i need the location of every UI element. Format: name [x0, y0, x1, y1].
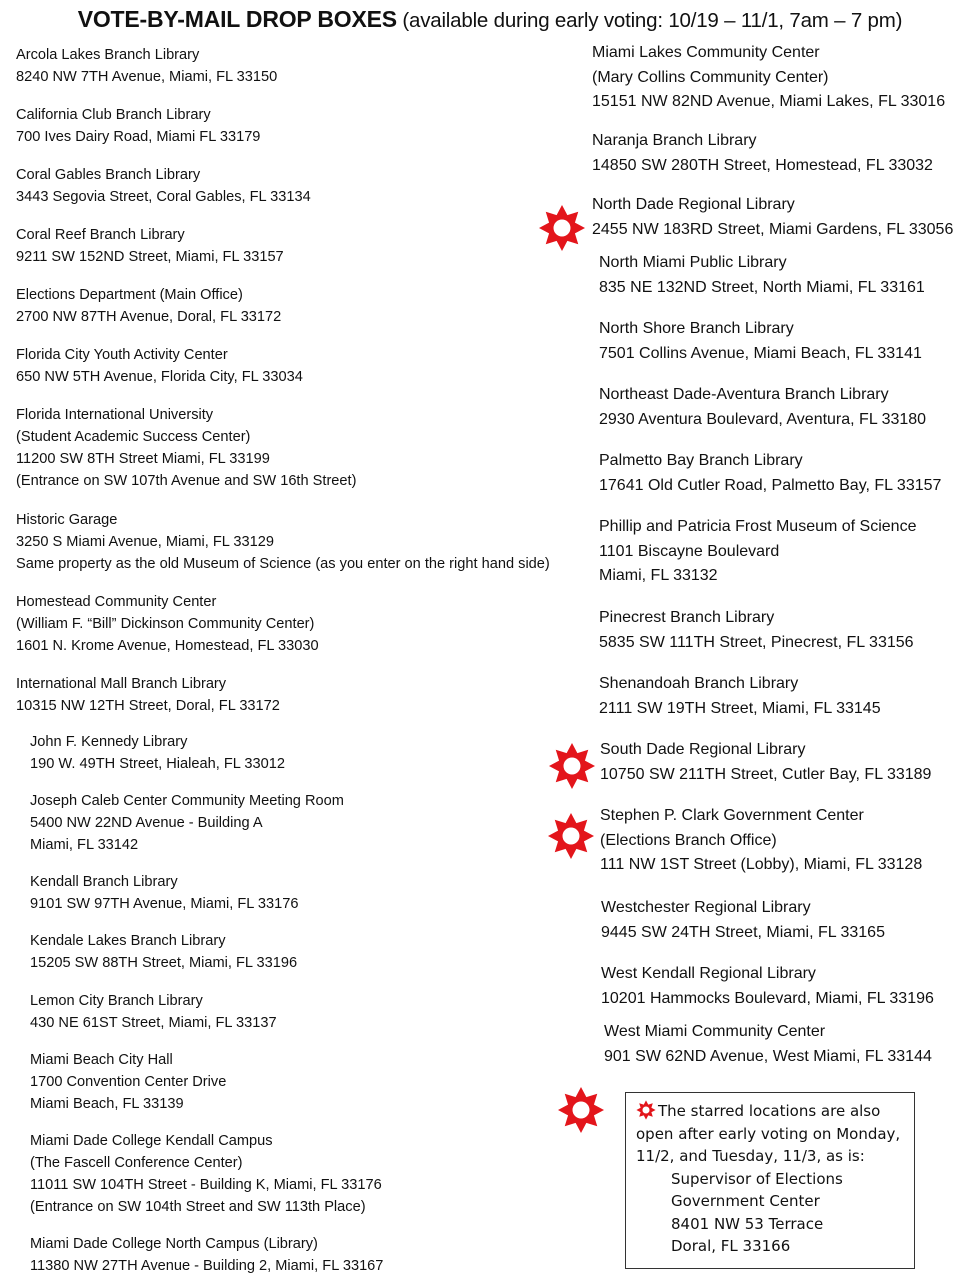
starred-locations-note [625, 1092, 915, 1269]
left-location-entry [16, 224, 284, 268]
location-address-line: (Student Academic Success Center) [16, 429, 251, 445]
location-address-line: 650 NW 5TH Avenue, Florida City, FL 33034 [16, 369, 303, 385]
right-location-entry [599, 449, 941, 498]
right-location-entry [599, 383, 926, 432]
location-name: Kendall Branch Library [30, 874, 178, 890]
location-address-line: Miami, FL 33142 [30, 837, 139, 853]
location-address-line: 2700 NW 87TH Avenue, Doral, FL 33172 [16, 309, 282, 325]
note-address-line: Supervisor of Elections [671, 1169, 843, 1188]
title-subtitle: (available during early voting: 10/19 – 11/1, 7am – 7 pm) [402, 9, 903, 32]
note-address-line: 8401 NW 53 Terrace [671, 1214, 824, 1233]
location-address-line: 5835 SW 111TH Street, Pinecrest, FL 33156 [599, 633, 914, 651]
red-star-icon [636, 1100, 656, 1120]
location-name: Homestead Community Center [16, 594, 217, 610]
location-name: North Miami Public Library [599, 254, 787, 271]
right-location-entry [599, 317, 922, 366]
right-location-entry [592, 193, 953, 242]
left-location-entry [30, 1233, 383, 1277]
location-address-line: 9101 SW 97TH Avenue, Miami, FL 33176 [30, 896, 299, 912]
location-address-line: (The Fascell Conference Center) [30, 1155, 243, 1171]
location-address-line: 10750 SW 211TH Street, Cutler Bay, FL 33189 [600, 765, 932, 783]
red-star-icon [557, 1086, 605, 1134]
location-address-line: 10201 Hammocks Boulevard, Miami, FL 33196 [601, 989, 934, 1007]
location-address-line: 9211 SW 152ND Street, Miami, FL 33157 [16, 249, 284, 265]
location-address-line: 11011 SW 104TH Street - Building K, Miami, FL 33176 [30, 1177, 382, 1193]
red-star-icon [538, 204, 586, 252]
location-address-line: 2455 NW 183RD Street, Miami Gardens, FL 33056 [592, 220, 954, 238]
location-name: Westchester Regional Library [601, 899, 811, 916]
location-address-line: 901 SW 62ND Avenue, West Miami, FL 33144 [604, 1047, 932, 1065]
left-location-entry [30, 871, 299, 915]
location-address-line: Miami, FL 33132 [599, 567, 718, 584]
location-address-line: 14850 SW 280TH Street, Homestead, FL 33032 [592, 156, 933, 174]
note-address-line: Government Center [671, 1192, 820, 1210]
location-address-line: 111 NW 1ST Street (Lobby), Miami, FL 33128 [600, 856, 923, 873]
left-location-entry [16, 44, 277, 88]
location-address-line: 17641 Old Cutler Road, Palmetto Bay, FL 33157 [599, 476, 942, 494]
location-address-line: 700 Ives Dairy Road, Miami FL 33179 [16, 129, 261, 145]
location-name: John F. Kennedy Library [30, 734, 188, 750]
right-location-entry [599, 672, 881, 721]
location-address-line: 9445 SW 24TH Street, Miami, FL 33165 [601, 923, 885, 941]
location-name: South Dade Regional Library [600, 741, 806, 758]
location-address-line: 11380 NW 27TH Avenue - Building 2, Miami, FL 33167 [30, 1258, 384, 1274]
location-address-line: (Entrance on SW 107th Avenue and SW 16th Street) [16, 473, 357, 489]
location-name: Miami Dade College North Campus (Library) [30, 1236, 318, 1252]
location-address-line: 430 NE 61ST Street, Miami, FL 33137 [30, 1015, 277, 1031]
location-name: Miami Beach City Hall [30, 1052, 173, 1068]
right-location-entry [601, 962, 934, 1011]
red-star-icon [547, 812, 595, 860]
note-line: 11/2, and Tuesday, 11/3, as is: [636, 1147, 865, 1165]
location-name: Joseph Caleb Center Community Meeting Room [30, 793, 344, 809]
page-title [0, 6, 980, 33]
right-location-entry [599, 515, 916, 589]
location-address-line: 10315 NW 12TH Street, Doral, FL 33172 [16, 698, 280, 714]
location-address-line: Miami Beach, FL 33139 [30, 1096, 184, 1112]
left-location-entry [16, 104, 260, 148]
location-name: Elections Department (Main Office) [16, 287, 243, 303]
location-name: Florida City Youth Activity Center [16, 347, 228, 363]
location-address-line: 1601 N. Krome Avenue, Homestead, FL 33030 [16, 638, 319, 654]
left-location-entry [30, 990, 277, 1034]
right-location-entry [601, 896, 885, 945]
location-address-line: 190 W. 49TH Street, Hialeah, FL 33012 [30, 756, 285, 772]
left-location-entry [16, 404, 356, 492]
location-name: North Dade Regional Library [592, 196, 795, 213]
location-name: West Kendall Regional Library [601, 965, 816, 982]
location-name: Coral Gables Branch Library [16, 167, 201, 183]
location-address-line: (Mary Collins Community Center) [592, 68, 829, 86]
location-name: North Shore Branch Library [599, 320, 794, 337]
location-name: Shenandoah Branch Library [599, 675, 799, 692]
location-name: Historic Garage [16, 512, 118, 528]
left-location-entry [30, 790, 344, 856]
left-location-entry [16, 591, 319, 657]
location-address-line: 1101 Biscayne Boulevard [599, 542, 780, 560]
location-address-line: 5400 NW 22ND Avenue - Building A [30, 815, 263, 831]
left-location-entry [16, 509, 550, 575]
location-address-line: (William F. “Bill” Dickinson Community Center) [16, 616, 315, 632]
location-name: Coral Reef Branch Library [16, 227, 185, 243]
location-name: Stephen P. Clark Government Center [600, 807, 864, 824]
location-address-line: 2930 Aventura Boulevard, Aventura, FL 33180 [599, 410, 927, 428]
location-address-line: 15205 SW 88TH Street, Miami, FL 33196 [30, 955, 298, 971]
location-address-line: 2111 SW 19TH Street, Miami, FL 33145 [599, 699, 881, 717]
location-address-line: 11200 SW 8TH Street Miami, FL 33199 [16, 451, 270, 467]
red-star-icon [548, 742, 596, 790]
location-name: Lemon City Branch Library [30, 993, 203, 1009]
left-location-entry [16, 673, 280, 717]
location-address-line: 835 NE 132ND Street, North Miami, FL 33161 [599, 278, 925, 296]
location-address-line: 3250 S Miami Avenue, Miami, FL 33129 [16, 534, 274, 550]
left-location-entry [16, 344, 303, 388]
right-location-entry [599, 606, 914, 655]
location-name: Kendale Lakes Branch Library [30, 933, 226, 949]
location-address-line: Same property as the old Museum of Science (as you enter on the right hand side) [16, 556, 550, 572]
left-location-entry [16, 164, 311, 208]
right-location-entry [592, 41, 945, 115]
location-address-line: 8240 NW 7TH Avenue, Miami, FL 33150 [16, 69, 278, 85]
location-name: Miami Dade College Kendall Campus [30, 1133, 273, 1149]
location-name: Arcola Lakes Branch Library [16, 47, 200, 63]
location-name: International Mall Branch Library [16, 676, 227, 692]
location-address-line: (Elections Branch Office) [600, 831, 777, 849]
note-address-line: Doral, FL 33166 [671, 1237, 791, 1255]
location-address-line: 15151 NW 82ND Avenue, Miami Lakes, FL 33016 [592, 93, 946, 110]
location-name: Miami Lakes Community Center [592, 44, 820, 61]
location-name: Palmetto Bay Branch Library [599, 452, 803, 469]
location-name: Florida International University [16, 407, 214, 423]
location-name: California Club Branch Library [16, 107, 211, 123]
right-location-entry [604, 1020, 932, 1069]
left-location-entry [30, 1049, 226, 1115]
left-location-entry [30, 930, 297, 974]
location-address-line: 3443 Segovia Street, Coral Gables, FL 33134 [16, 189, 311, 205]
location-name: West Miami Community Center [604, 1023, 826, 1040]
right-location-entry [599, 251, 925, 300]
right-location-entry [600, 738, 931, 787]
location-name: Phillip and Patricia Frost Museum of Science [599, 518, 917, 535]
location-name: Pinecrest Branch Library [599, 609, 775, 626]
location-name: Naranja Branch Library [592, 132, 757, 149]
location-address-line: (Entrance on SW 104th Street and SW 113th Place) [30, 1199, 366, 1215]
right-location-entry [592, 129, 933, 178]
location-name: Northeast Dade-Aventura Branch Library [599, 386, 889, 403]
left-location-entry [30, 1130, 382, 1218]
left-location-entry [16, 284, 281, 328]
title-main: VOTE-BY-MAIL DROP BOXES [77, 6, 397, 32]
right-location-entry [600, 804, 922, 878]
note-line: The starred locations are also [636, 1100, 906, 1123]
note-line: open after early voting on Monday, [636, 1124, 901, 1143]
location-address-line: 7501 Collins Avenue, Miami Beach, FL 33141 [599, 344, 922, 362]
left-location-entry [30, 731, 285, 775]
location-address-line: 1700 Convention Center Drive [30, 1074, 227, 1090]
